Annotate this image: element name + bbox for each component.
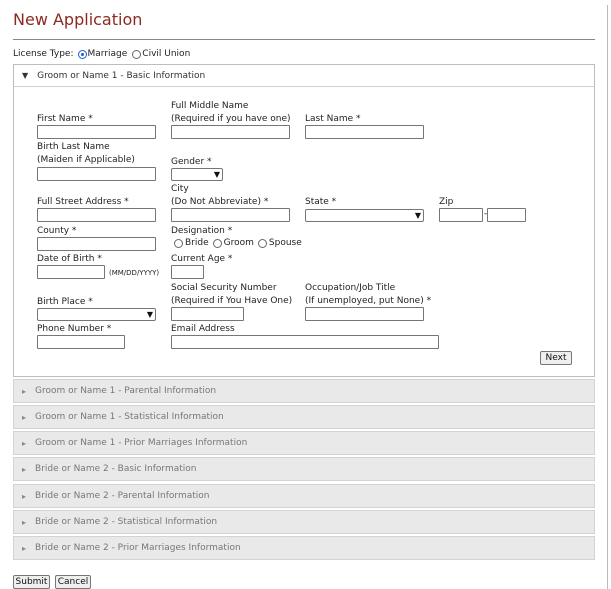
phone-label: Phone Number * — [37, 324, 112, 334]
occupation-input[interactable] — [305, 307, 424, 321]
current-age-label: Current Age * — [171, 254, 233, 264]
cancel-button[interactable]: Cancel — [55, 575, 91, 589]
dob-input[interactable] — [37, 265, 105, 279]
caret-right-icon: ▸ — [22, 386, 27, 396]
city-hint: (Do Not Abbreviate) * — [171, 197, 269, 207]
section-bride-basic[interactable] — [13, 457, 595, 481]
birth-last-name-label: Birth Last Name — [37, 142, 110, 152]
city-label: City — [171, 184, 189, 194]
civil-union-label: Civil Union — [142, 49, 191, 59]
caret-right-icon: ▸ — [22, 412, 27, 422]
dob-format-hint: (MM/DD/YYYY) — [109, 269, 160, 277]
groom-radio[interactable] — [213, 239, 222, 248]
caret-right-icon: ▸ — [22, 491, 27, 501]
county-label: County * — [37, 226, 77, 236]
license-option-marriage[interactable] — [78, 49, 128, 59]
birth-place-label: Birth Place * — [37, 297, 93, 307]
middle-name-input[interactable] — [171, 125, 290, 139]
county-input[interactable] — [37, 237, 156, 251]
caret-right-icon: ▸ — [22, 464, 27, 474]
license-option-civil-union[interactable] — [132, 49, 190, 59]
caret-right-icon: ▸ — [22, 543, 27, 553]
chevron-down-icon: ▼ — [146, 310, 153, 319]
bride-label: Bride — [185, 238, 209, 248]
license-type-label: License Type: — [13, 49, 74, 59]
groom-basic-info-panel — [13, 64, 595, 377]
section-bride-statistical[interactable] — [13, 510, 595, 534]
bride-radio[interactable] — [174, 239, 183, 248]
zip-input[interactable] — [439, 208, 483, 222]
page-title: New Application — [13, 10, 143, 29]
caret-right-icon: ▸ — [22, 517, 27, 527]
occupation-hint: (If unemployed, put None) * — [305, 296, 432, 306]
spouse-radio[interactable] — [258, 239, 267, 248]
ssn-label: Social Security Number — [171, 283, 277, 293]
street-address-input[interactable] — [37, 208, 156, 222]
section-title: Bride or Name 2 - Prior Marriages Information — [35, 543, 241, 553]
designation-option-spouse[interactable] — [258, 238, 302, 248]
section-title: Groom or Name 1 - Prior Marriages Information — [35, 438, 248, 448]
city-input[interactable] — [171, 208, 290, 222]
designation-option-groom[interactable] — [213, 238, 254, 248]
designation-group — [174, 238, 306, 248]
ssn-hint: (Required if You Have One) — [171, 296, 293, 306]
email-label: Email Address — [171, 324, 235, 334]
birth-last-name-hint: (Maiden if Applicable) — [37, 155, 135, 165]
title-divider — [13, 39, 595, 40]
marriage-radio[interactable] — [78, 50, 87, 59]
phone-input[interactable] — [37, 335, 125, 349]
zip-separator: - — [484, 209, 488, 219]
email-input[interactable] — [171, 335, 439, 349]
license-type-row — [13, 49, 195, 59]
zip-label: Zip — [439, 197, 454, 207]
page-right-border — [607, 5, 608, 589]
chevron-down-icon: ▼ — [414, 211, 421, 220]
section-bride-parental[interactable] — [13, 484, 595, 508]
last-name-label: Last Name * — [305, 114, 361, 124]
caret-down-icon: ▼ — [22, 71, 29, 80]
birth-place-select[interactable] — [37, 308, 156, 321]
dob-label: Date of Birth * — [37, 254, 102, 264]
marriage-label: Marriage — [87, 49, 128, 59]
gender-select[interactable] — [171, 168, 223, 181]
street-address-label: Full Street Address * — [37, 197, 129, 207]
section-title: Bride or Name 2 - Statistical Information — [35, 517, 218, 527]
groom-label: Groom — [223, 238, 254, 248]
groom-basic-info-header[interactable] — [14, 65, 594, 87]
section-bride-prior-marriages[interactable] — [13, 536, 595, 560]
designation-option-bride[interactable] — [174, 238, 209, 248]
next-button[interactable]: Next — [540, 351, 572, 365]
occupation-label: Occupation/Job Title — [305, 283, 396, 293]
groom-basic-info-title: Groom or Name 1 - Basic Information — [37, 70, 206, 81]
section-groom-parental[interactable] — [13, 379, 595, 403]
first-name-input[interactable] — [37, 125, 156, 139]
section-title: Groom or Name 1 - Statistical Information — [35, 412, 224, 422]
spouse-label: Spouse — [268, 238, 302, 248]
gender-label: Gender * — [171, 157, 212, 167]
section-groom-statistical[interactable] — [13, 405, 595, 429]
current-age-input[interactable] — [171, 265, 204, 279]
submit-button[interactable]: Submit — [13, 575, 50, 589]
birth-last-name-input[interactable] — [37, 167, 156, 181]
section-title: Groom or Name 1 - Parental Information — [35, 386, 217, 396]
designation-label: Designation * — [171, 226, 233, 236]
section-title: Bride or Name 2 - Parental Information — [35, 491, 210, 501]
civil-union-radio[interactable] — [132, 50, 141, 59]
state-select[interactable] — [305, 209, 424, 222]
caret-right-icon: ▸ — [22, 438, 27, 448]
section-title: Bride or Name 2 - Basic Information — [35, 464, 197, 474]
first-name-label: First Name * — [37, 114, 93, 124]
middle-name-label: Full Middle Name — [171, 101, 249, 111]
chevron-down-icon: ▼ — [213, 170, 220, 179]
ssn-input[interactable] — [171, 307, 244, 321]
section-groom-prior-marriages[interactable] — [13, 431, 595, 455]
last-name-input[interactable] — [305, 125, 424, 139]
middle-name-hint: (Required if you have one) — [171, 114, 291, 124]
zip-extension-input[interactable] — [487, 208, 526, 222]
state-label: State * — [305, 197, 337, 207]
